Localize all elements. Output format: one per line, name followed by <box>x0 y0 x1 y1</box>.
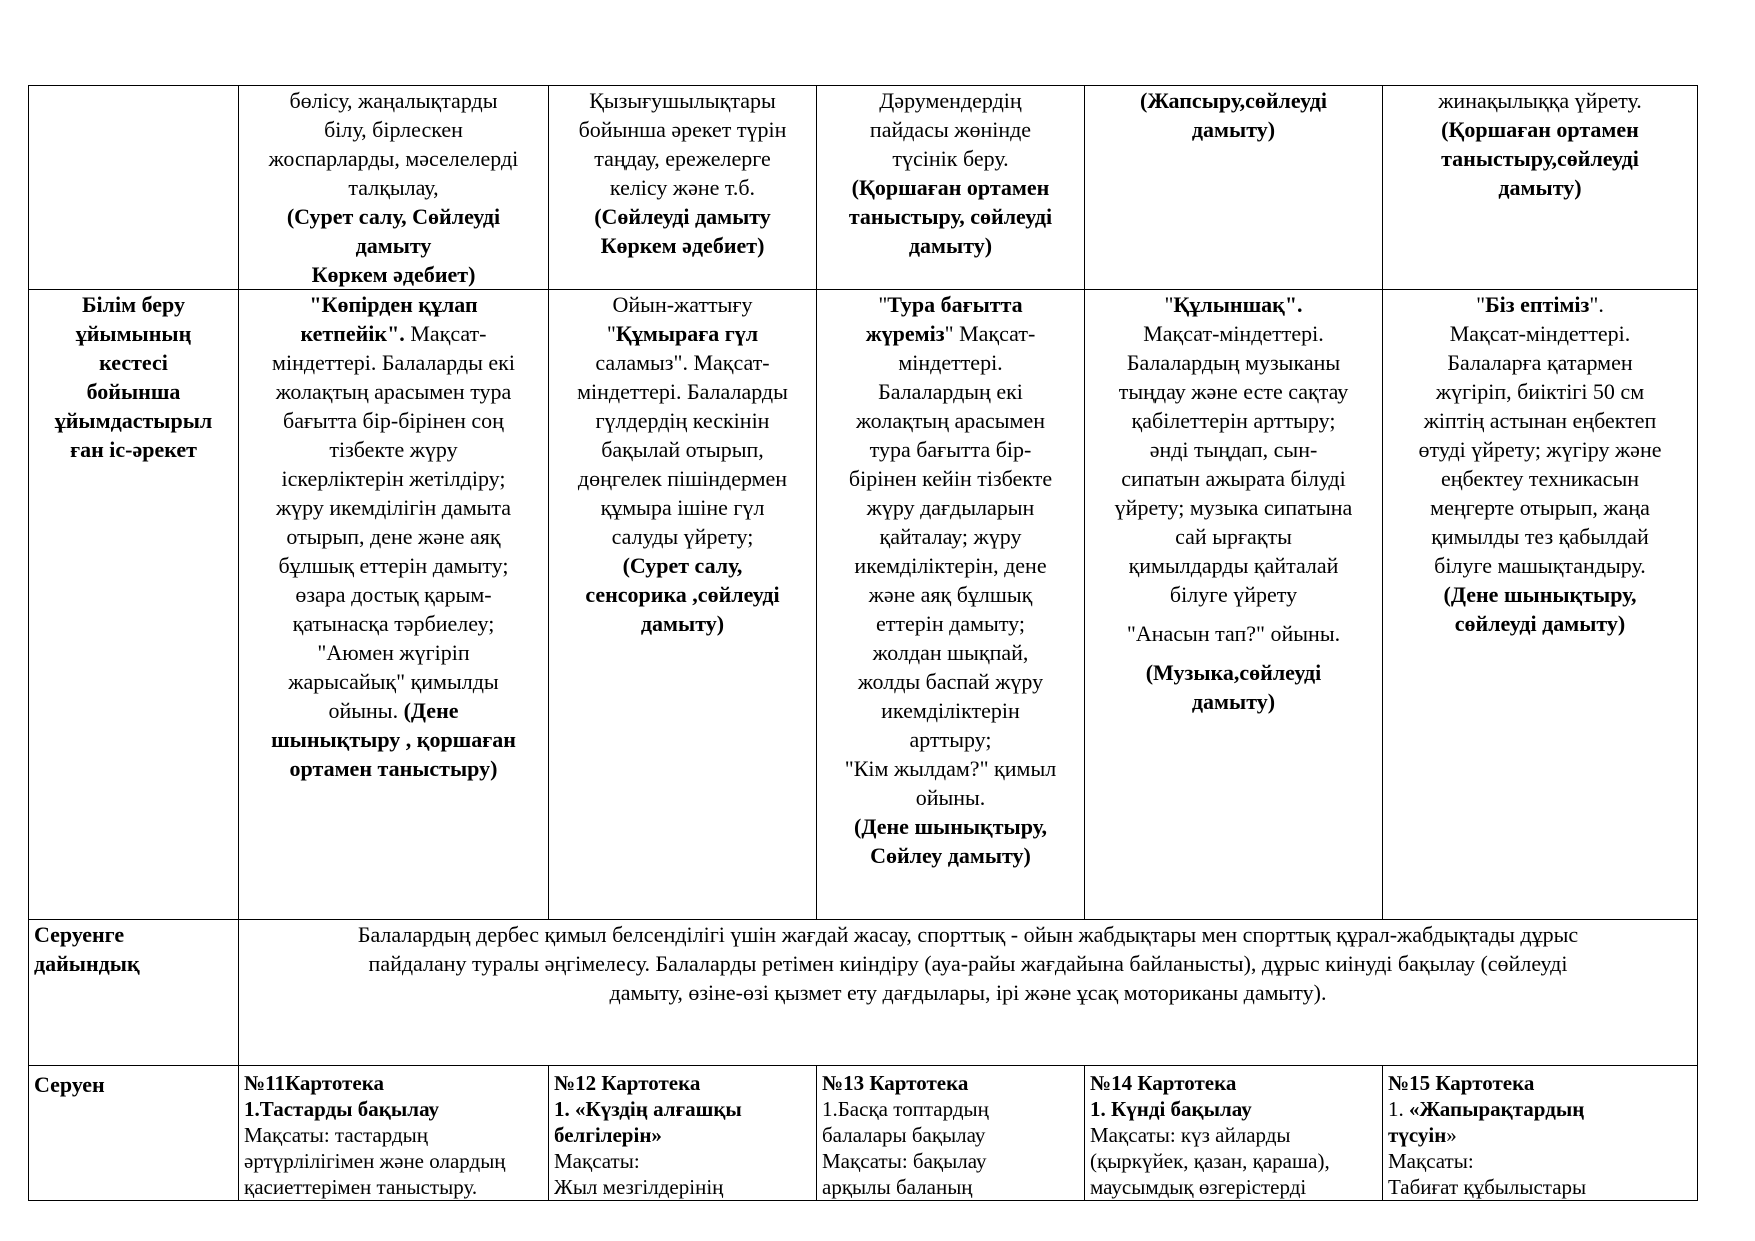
row-label-line: ған іс-әрекет <box>70 437 197 462</box>
cell-text-line <box>1388 290 1692 319</box>
text-plain: ". <box>1589 292 1604 317</box>
text-plain: " <box>1476 292 1486 317</box>
cell-text-line: Сөйлеу дамыту) <box>870 843 1031 868</box>
cell-text-line: дөңгелек пішіндермен <box>577 466 788 491</box>
cell-text-line: жолдан шықпай, <box>872 640 1029 665</box>
cell-activity-day-1 <box>239 290 549 920</box>
cell-text-line: бағытта бір-бірінен соң <box>283 408 504 433</box>
cell-bold-line: таныстыру,сөйлеуді <box>1441 146 1639 171</box>
cell-activity-day-3 <box>817 290 1085 920</box>
cell-text-line: бақылай отырып, <box>601 437 764 462</box>
cell-text-line: және аяқ бұлшық <box>868 582 1033 607</box>
cell-text-line: бұлшық еттерін дамыту; <box>278 553 509 578</box>
row-label-empty <box>29 86 239 290</box>
cell-text-line: өзара достық қарым- <box>295 582 492 607</box>
cell-text-line: жүгіріп, биіктігі 50 см <box>1435 379 1645 404</box>
cell-text-line: жолақтың арасымен <box>856 408 1045 433</box>
text-bold: «Жапырақтардың <box>1409 1097 1585 1121</box>
table-row-walk <box>29 1066 1698 1201</box>
cell-bold-line: таныстыру, сөйлеуді <box>848 204 1053 229</box>
cell-bold-line: Көркем әдебиет) <box>600 233 765 258</box>
row-label-line: дайындық <box>34 951 140 976</box>
cell-activity-day-4 <box>1085 290 1383 920</box>
cell-text-line <box>554 319 811 348</box>
cell-text-line: №12 Картотека <box>554 1071 701 1095</box>
cell-text-line: Мақсаты: күз айларды <box>1090 1123 1291 1147</box>
cell-text-line: дамыту) <box>640 611 725 636</box>
cell-text-line: икемділіктерін <box>881 698 1020 723</box>
cell-text-line: №11Картотека <box>244 1071 384 1095</box>
cell-text-line: Табиғат құбылыстары <box>1388 1175 1587 1199</box>
cell-walk-day-2 <box>549 1066 817 1201</box>
cell-bold-line: (Қоршаған ортамен <box>1441 117 1639 142</box>
cell-text-line: білу, бірлескен <box>324 117 463 142</box>
cell-text-line: сөйлеуді дамыту) <box>1454 611 1626 636</box>
text-bold: түсуін <box>1388 1123 1447 1147</box>
prep-text-line: Балалардың дербес қимыл белсенділігі үшін жағдай жасау, спорттық - ойын жабдықтары мен спорттық құрал-жабдықтады дұрыс <box>357 922 1579 947</box>
cell-text-line: №14 Картотека <box>1090 1071 1237 1095</box>
cell-text-line: сай ырғақты <box>1175 524 1292 549</box>
row-label-line: Серуенге <box>34 922 125 947</box>
cell-text-line: белгілерін» <box>554 1123 662 1147</box>
spacer <box>1090 648 1377 658</box>
cell-text-line: Мақсаты: бақылау <box>822 1149 987 1173</box>
cell-walk-day-4 <box>1085 1066 1383 1201</box>
cell-text-line: сипатын ажырата білуді <box>1121 466 1346 491</box>
cell-text-line: сенсорика ,сөйлеуді <box>585 582 780 607</box>
cell-text-line: Балалардың екі <box>878 379 1023 404</box>
cell-activity-day-5 <box>1383 290 1698 920</box>
cell-text-line: жинақылыққа үйрету. <box>1438 88 1642 113</box>
cell-bold-line: дамыту) <box>1498 175 1582 200</box>
cell-text-line: Мақсаты: тастардың <box>244 1123 429 1147</box>
text-plain: » <box>1446 1123 1457 1147</box>
cell-text-line: "Көпірден құлап <box>309 292 478 317</box>
row-label-line: Білім беру <box>81 292 186 317</box>
cell-text-line: Қызығушылықтары <box>589 88 776 113</box>
text-bold: жүреміз <box>865 321 945 346</box>
cell-text-line: арттыру; <box>909 727 992 752</box>
cell-bold-line: дамыту) <box>1191 117 1276 142</box>
cell-text-line: саламыз". Мақсат- <box>595 350 770 375</box>
cell-text-line: тыңдау және есте сақтау <box>1118 379 1349 404</box>
cell-activity-day-2 <box>549 290 817 920</box>
cell-text-line: салуды үйрету; <box>611 524 754 549</box>
cell-text-line: шынықтыру , қоршаған <box>271 727 516 752</box>
text-bold: Біз ептіміз <box>1485 292 1590 317</box>
cell-text-line: икемділіктерін, дене <box>854 553 1047 578</box>
text-bold: Құмыраға гүл <box>615 321 759 346</box>
cell-text-line: қасиеттерімен таныстыру. <box>244 1175 478 1199</box>
cell-text-line <box>822 319 1079 348</box>
cell-text-line: үйрету; музыка сипатына <box>1114 495 1353 520</box>
cell-text-line: Жыл мезгілдерінің <box>554 1175 724 1199</box>
cell-text-line: (Музыка,сөйлеуді <box>1145 660 1322 685</box>
cell-text-line: бірінен кейін тізбекте <box>848 466 1053 491</box>
cell-continued-day-5 <box>1383 86 1698 290</box>
cell-bold-line: (Жапсыру,сөйлеуді <box>1140 88 1327 113</box>
text-plain: 1. <box>1388 1097 1409 1121</box>
row-label-line: кестесі <box>99 350 168 375</box>
text-plain: " <box>1164 292 1174 317</box>
cell-text-line: Балалардың музыканы <box>1126 350 1341 375</box>
cell-text-line: (Сурет салу, <box>622 553 743 578</box>
cell-text-line: жіптің астынан еңбектеп <box>1423 408 1657 433</box>
cell-text-line: түсінік беру. <box>892 146 1009 171</box>
text-plain: " Мақсат- <box>944 321 1036 346</box>
cell-text-line: Мақсаты: <box>1388 1149 1474 1173</box>
text-plain: " <box>878 292 888 317</box>
cell-text-line: тізбекте жүру <box>329 437 458 462</box>
cell-text-line: "Аюмен жүгіріп <box>317 640 470 665</box>
cell-text-line: өтуді үйрету; жүгіру және <box>1418 437 1662 462</box>
cell-text-line <box>1090 290 1377 319</box>
cell-walk-day-5 <box>1383 1066 1698 1201</box>
cell-text-line: пайдасы жөнінде <box>869 117 1032 142</box>
cell-text-line: әнді тыңдап, сын- <box>1149 437 1318 462</box>
cell-text-line: 1. «Күздің алғашқы <box>554 1097 742 1121</box>
cell-text-line: міндеттері. <box>898 350 1003 375</box>
cell-text-line: қимылдарды қайталай <box>1128 553 1339 578</box>
table-row-prep <box>29 920 1698 1066</box>
text-bold: Тура бағытта <box>887 292 1023 317</box>
cell-text-line: қабілеттерін арттыру; <box>1131 408 1336 433</box>
cell-text-line: 1.Басқа топтардың <box>822 1097 989 1121</box>
prep-text-line: дамыту, өзіне-өзі қызмет ету дағдылары, ірі және ұсақ моториканы дамыту). <box>609 980 1327 1005</box>
cell-bold-line: Көркем әдебиет) <box>311 262 476 287</box>
cell-text-line: еңбектеу техникасын <box>1440 466 1639 491</box>
cell-text-line: жүру икемділігін дамыта <box>275 495 512 520</box>
cell-text-line: жүру дағдыларын <box>866 495 1035 520</box>
cell-text-line: қайталау; жүру <box>879 524 1022 549</box>
text-plain: " <box>606 321 616 346</box>
cell-text-line: "Анасын тап?" ойыны. <box>1126 621 1341 646</box>
cell-text-line: таңдау, ережелерге <box>594 146 771 171</box>
cell-continued-day-4 <box>1085 86 1383 290</box>
cell-text-line: талқылау, <box>348 175 439 200</box>
cell-bold-line: (Сөйлеуді дамыту <box>594 204 771 229</box>
cell-text-line: ортамен таныстыру) <box>289 756 498 781</box>
cell-text-line: Мақсат-міндеттері. <box>1143 321 1324 346</box>
cell-text-line: меңгерте отырып, жаңа <box>1430 495 1650 520</box>
cell-text-line: жолақтың арасымен тура <box>275 379 512 404</box>
table-row-activity <box>29 290 1698 920</box>
cell-text-line: қатынасқа тәрбиелеу; <box>292 611 495 636</box>
table-row-continued <box>29 86 1698 290</box>
cell-text-line: гүлдердің кескінін <box>595 408 770 433</box>
weekly-plan-table <box>28 85 1698 1201</box>
spacer <box>1090 609 1377 619</box>
text-bold: (Дене <box>403 698 459 723</box>
cell-text-line: Дәрумендердің <box>879 88 1022 113</box>
cell-bold-line: (Сурет салу, Сөйлеуді <box>286 204 501 229</box>
cell-text-line: міндеттері. Балаларды <box>577 379 788 404</box>
cell-text-line <box>822 290 1079 319</box>
cell-text-line: жолды баспай жүру <box>857 669 1044 694</box>
cell-walk-day-1 <box>239 1066 549 1201</box>
cell-text-line: Мақсаты: <box>554 1149 640 1173</box>
cell-text-line: Мақсат-міндеттері. <box>1449 321 1631 346</box>
cell-text-line <box>244 319 543 348</box>
row-label-line: ұйымдастырыл <box>54 408 213 433</box>
text-plain: ойыны. <box>328 698 404 723</box>
cell-text-line <box>1388 1096 1692 1122</box>
cell-text-line: Балаларға қатармен <box>1447 350 1633 375</box>
cell-text-line: арқылы баланың <box>822 1175 973 1199</box>
cell-text-line: отырып, дене және аяқ <box>286 524 501 549</box>
text-plain: Мақсат- <box>404 321 487 346</box>
cell-text-line: әртүрлілігімен және олардың <box>244 1149 506 1173</box>
cell-bold-line: дамыту) <box>908 233 993 258</box>
cell-text-line: "Кім жылдам?" қимыл <box>844 756 1057 781</box>
cell-text-line: құмыра ішіне гүл <box>600 495 765 520</box>
cell-text-line: білуге үйрету <box>1169 582 1298 607</box>
cell-text-line: ойыны. <box>915 785 986 810</box>
row-label-line: бойынша <box>86 379 181 404</box>
row-label-line: ұйымының <box>75 321 192 346</box>
prep-text-line: пайдалану туралы әңгімелесу. Балаларды ретімен киіндіру (ауа-райы жағдайына байланысты), дұрыс киінуді бақылау (сөйлеуді <box>368 951 1568 976</box>
cell-continued-day-3 <box>817 86 1085 290</box>
cell-text-line: №13 Картотека <box>822 1071 969 1095</box>
cell-text-line: Ойын-жаттығу <box>612 292 753 317</box>
cell-text-line: міндеттері. Балаларды екі <box>272 350 515 375</box>
cell-text-line: келісу және т.б. <box>609 175 756 200</box>
cell-text-line: (қыркүйек, қазан, қараша), <box>1090 1149 1330 1173</box>
row-label-prep <box>29 920 239 1066</box>
row-label-walk: Серуен <box>29 1066 239 1201</box>
cell-text-line: іскерліктерін жетілдіру; <box>281 466 506 491</box>
cell-text-line: бойынша әрекет түрін <box>578 117 787 142</box>
cell-prep-text <box>239 920 1698 1066</box>
cell-text-line: қимылды тез қабылдай <box>1431 524 1649 549</box>
cell-continued-day-2 <box>549 86 817 290</box>
cell-text-line <box>244 696 543 725</box>
cell-text-line: 1. Күнді бақылау <box>1090 1097 1252 1121</box>
cell-bold-line: дамыту <box>355 233 432 258</box>
cell-text-line <box>1388 1122 1692 1148</box>
cell-text-line: тура бағытта бір- <box>869 437 1032 462</box>
cell-text-line: маусымдық өзгерістерді <box>1090 1175 1307 1199</box>
cell-text-line: №15 Картотека <box>1388 1071 1535 1095</box>
cell-text-line: бөлісу, жаңалықтарды <box>289 88 498 113</box>
cell-text-line: білуге машықтандыру. <box>1434 553 1646 578</box>
cell-text-line: жарысайық" қимылды <box>288 669 499 694</box>
cell-text-line: (Дене шынықтыру, <box>1443 582 1637 607</box>
cell-text-line: (Дене шынықтыру, <box>854 814 1047 839</box>
cell-continued-day-1 <box>239 86 549 290</box>
cell-walk-day-3 <box>817 1066 1085 1201</box>
cell-text-line: дамыту) <box>1191 689 1276 714</box>
row-label-activity <box>29 290 239 920</box>
cell-text-line: жоспарларды, мәселелерді <box>268 146 519 171</box>
cell-text-line: еттерін дамыту; <box>876 611 1025 636</box>
cell-text-line: балалары бақылау <box>822 1123 986 1147</box>
text-bold: кетпейік". <box>300 321 405 346</box>
cell-bold-line: (Қоршаған ортамен <box>851 175 1050 200</box>
text-bold: Құлыншақ". <box>1173 292 1303 317</box>
cell-text-line: 1.Тастарды бақылау <box>244 1097 440 1121</box>
